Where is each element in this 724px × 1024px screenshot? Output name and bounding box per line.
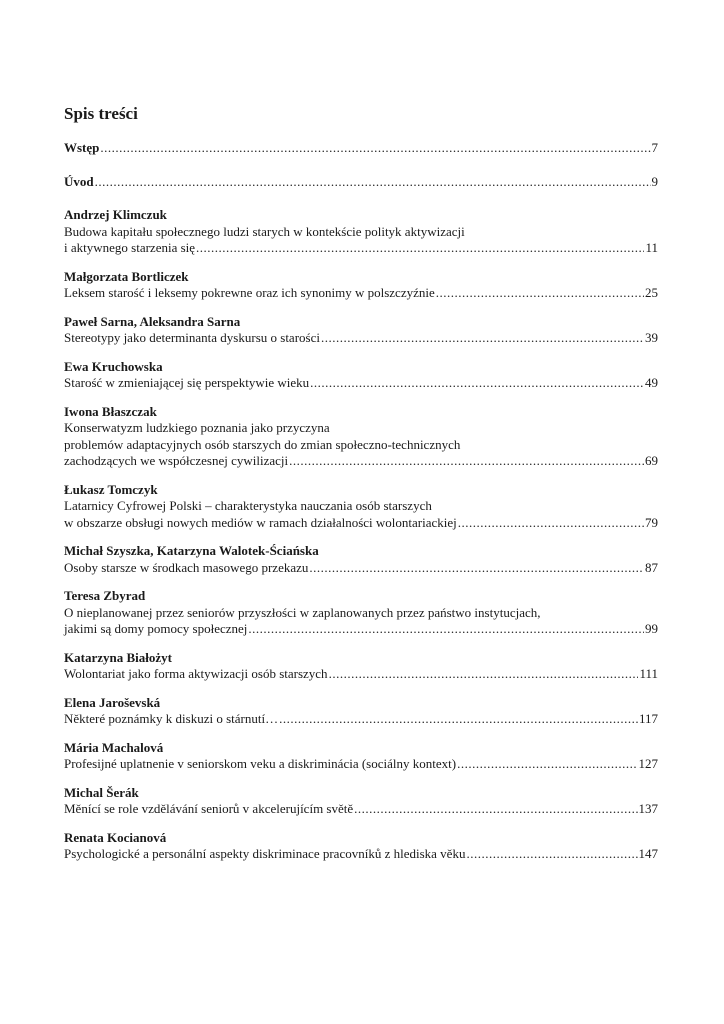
dot-leader [436, 285, 644, 302]
entry-leader-line [64, 756, 658, 773]
dot-leader [321, 330, 644, 347]
entry-author: Ewa Kruchowska [64, 358, 163, 374]
toc-entry [64, 269, 658, 302]
page-number: 111 [639, 666, 658, 681]
entry-title-line: Leksem starość i leksemy pokrewne oraz ich synonimy w polszczyźnie [64, 285, 435, 300]
entry-author: Andrzej Klimczuk [64, 207, 167, 222]
entry-leader-line [64, 375, 658, 392]
dot-leader [289, 453, 644, 470]
page-number: 137 [638, 801, 658, 816]
dot-leader [457, 756, 637, 773]
entry-title-line: Starość w zmieniającej się perspektywie wieku [64, 375, 310, 390]
entry-title-line: zachodzących we współczesnej cywilizacji [64, 453, 289, 468]
toc-entry [64, 140, 658, 157]
entry-leader-line [64, 801, 658, 818]
entry-title-line: problemów adaptacyjnych osób starszych do zmian społeczno-technicznych [64, 436, 461, 452]
page-number: 7 [651, 140, 658, 155]
entry-author: Teresa Zbyrad [64, 588, 146, 603]
page-number: 69 [645, 453, 658, 468]
section-heading: Wstęp [64, 140, 100, 155]
entry-title-line: O nieplanowanej przez seniorów przyszłości w zaplanowanych przez państwo instytucjach, [64, 604, 541, 620]
dot-leader [310, 375, 644, 392]
page-number: 87 [645, 559, 658, 575]
entry-leader-line [64, 560, 658, 577]
page-title: Spis treści [64, 104, 138, 123]
entry-leader-line [64, 240, 658, 257]
toc-entry [64, 404, 658, 470]
dot-leader [309, 560, 644, 577]
page-number: 9 [651, 173, 658, 189]
entry-author: Katarzyna Białożyt [64, 649, 172, 665]
toc-entry [64, 830, 658, 863]
dot-leader [95, 174, 651, 191]
entry-author: Iwona Błaszczak [64, 403, 157, 419]
entry-title-line: Stereotypy jako determinanta dyskursu o starości [64, 330, 320, 345]
entry-title-line: Budowa kapitału społecznego ludzi starych w kontekście polityk aktywizacji [64, 223, 465, 239]
dot-leader [196, 240, 644, 257]
toc-entry [64, 785, 658, 818]
entry-leader-line [64, 666, 658, 683]
entry-title-line: Psychologické a personální aspekty diskriminace pracovníků z hlediska věku [64, 846, 466, 861]
page-number: 127 [638, 756, 658, 771]
entry-leader-line [64, 140, 658, 157]
table-of-contents [64, 104, 658, 875]
dot-leader [458, 515, 644, 532]
entry-title-line: Latarnicy Cyfrowej Polski – charakterystyka nauczania osób starszych [64, 498, 432, 513]
entry-title-line: Konserwatyzm ludzkiego poznania jako przyczyna [64, 420, 330, 435]
entry-author: Małgorzata Bortliczek [64, 268, 189, 284]
entry-leader-line [64, 285, 658, 302]
entry-leader-line [64, 453, 658, 470]
entry-author: Michal Šerák [64, 784, 139, 800]
entry-title-line: w obszarze obsługi nowych mediów w ramach działalności wolontariackiej [64, 514, 457, 530]
entry-leader-line [64, 711, 658, 728]
page-number: 25 [645, 285, 658, 300]
entry-title-line: Některé poznámky k diskuzi o stárnutí… [64, 711, 279, 726]
dot-leader [100, 140, 650, 157]
entry-author: Renata Kocianová [64, 829, 167, 845]
entry-leader-line [64, 846, 658, 863]
page-number: 39 [645, 330, 658, 345]
toc-entry [64, 740, 658, 773]
entry-leader-line [64, 174, 658, 191]
page-number: 11 [645, 240, 658, 255]
page-number: 117 [638, 711, 658, 726]
toc-entry [64, 543, 658, 576]
dot-leader [329, 666, 639, 683]
entry-title-line: Osoby starsze w środkach masowego przekazu [64, 559, 309, 575]
entry-title-line: Wolontariat jako forma aktywizacji osób starszych [64, 666, 328, 681]
entry-leader-line [64, 621, 658, 638]
entry-title-line: Profesijné uplatnenie v seniorskom veku a diskriminácia (sociálny kontext) [64, 756, 457, 771]
page-number: 49 [645, 375, 658, 390]
entry-author: Mária Machalová [64, 739, 164, 755]
entry-title-line: jakimi są domy pomocy społecznej [64, 621, 248, 636]
entry-title-line: Měnící se role vzdělávání seniorů v akcelerujícím světě [64, 801, 354, 816]
page-number: 99 [645, 621, 658, 636]
entry-author: Paweł Sarna, Aleksandra Sarna [64, 313, 241, 329]
dot-leader [466, 846, 637, 863]
toc-entry [64, 482, 658, 532]
toc-entry [64, 314, 658, 347]
page-number: 147 [638, 846, 658, 861]
toc-entry [64, 695, 658, 728]
dot-leader [248, 621, 644, 638]
toc-list [64, 140, 658, 863]
section-heading: Úvod [64, 173, 94, 189]
dot-leader [279, 711, 638, 728]
toc-entry [64, 359, 658, 392]
toc-entry [64, 588, 658, 638]
entry-leader-line [64, 515, 658, 532]
page-number: 79 [645, 514, 658, 530]
dot-leader [354, 801, 637, 818]
entry-title-line: i aktywnego starzenia się [64, 240, 196, 255]
entry-author: Łukasz Tomczyk [64, 481, 158, 497]
toc-entry [64, 174, 658, 191]
entry-author: Elena Jaroševská [64, 694, 161, 710]
toc-entry [64, 207, 658, 257]
entry-leader-line [64, 330, 658, 347]
entry-author: Michał Szyszka, Katarzyna Walotek-Ściańska [64, 543, 319, 558]
toc-entry [64, 650, 658, 683]
